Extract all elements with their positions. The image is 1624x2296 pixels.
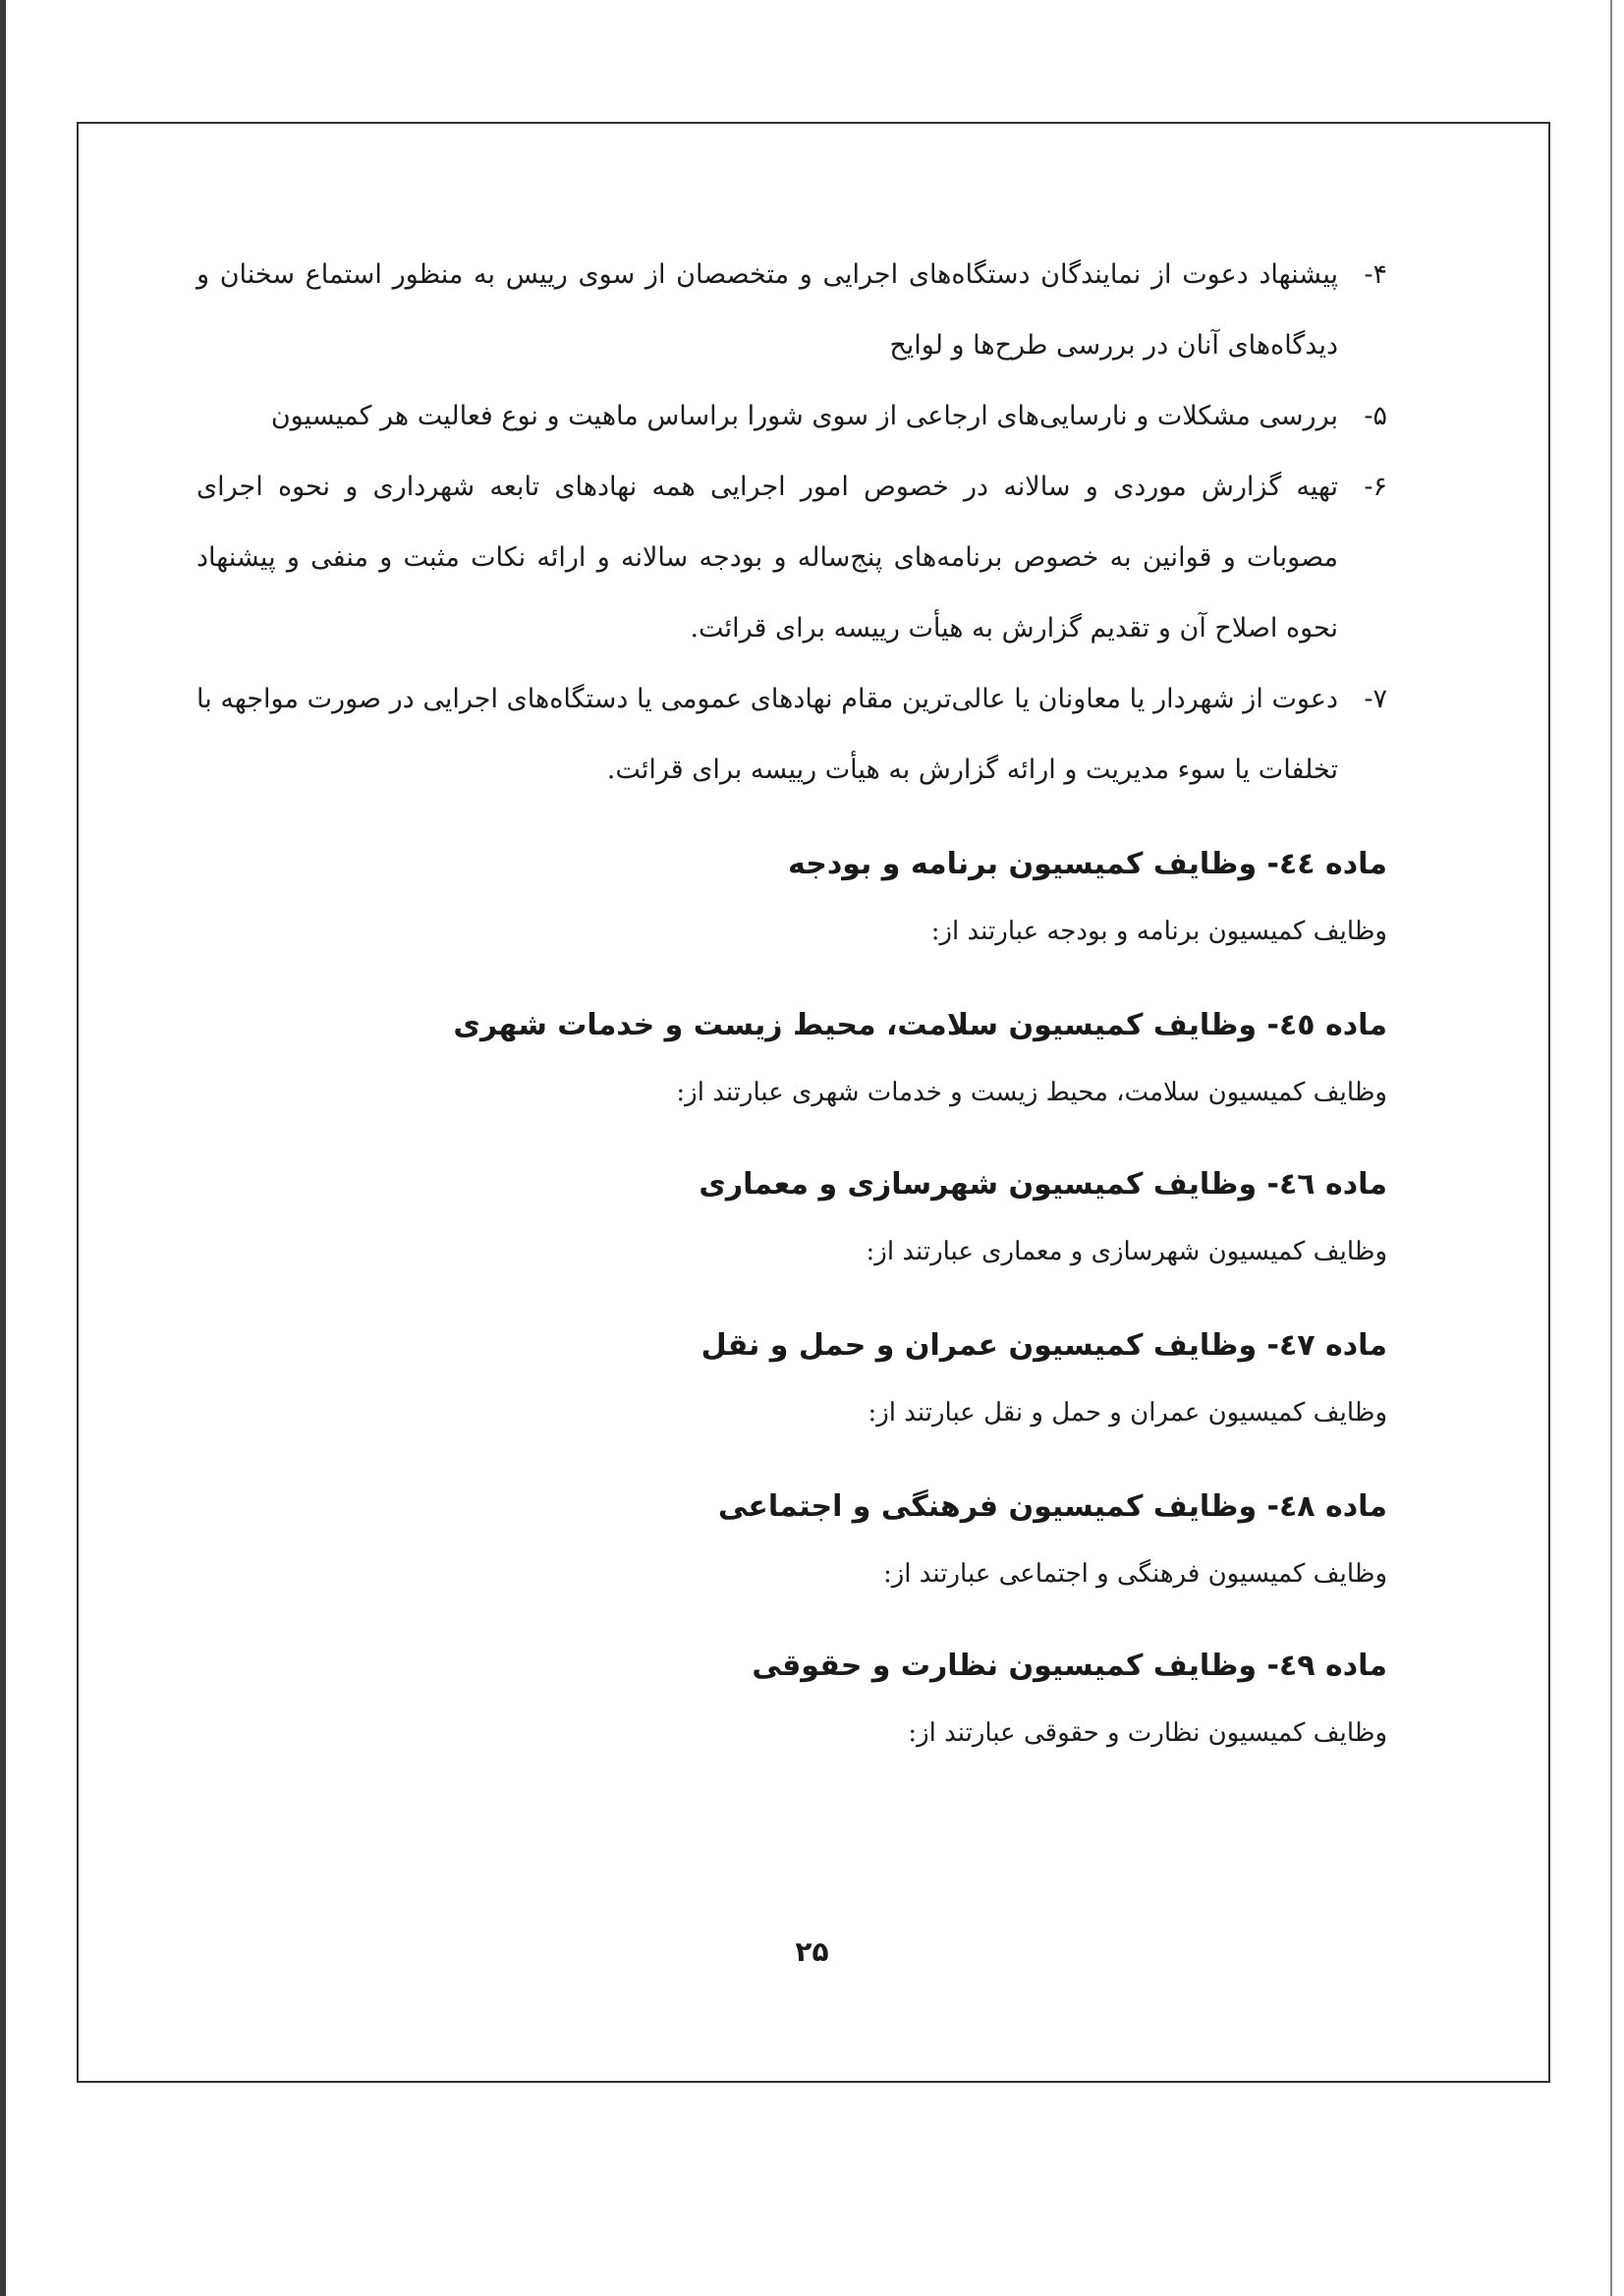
article-intro: وظایف کمیسیون فرهنگی و اجتماعی عبارتند از: [882,1559,1387,1589]
article-48 [196,1485,1387,1594]
article-title: ماده ٤٤- وظایف کمیسیون برنامه و بودجه [788,847,1387,881]
article-title: ماده ٤٨- وظایف کمیسیون فرهنگی و اجتماعی [717,1489,1387,1524]
article-45 [196,1004,1387,1112]
list-item-7 [196,664,1387,806]
item-number: ۵- [1364,401,1387,431]
list-item-6 [196,452,1387,664]
item-text: دعوت از شهردار یا معاونان یا عالی‌ترین مقام نهادهای عمومی یا دستگاه‌های اجرایی در صورت مواجهه با تخلفات یا سوء مدیریت و ارائه گزارش به هیأت رییسه برای قرائت. [196,684,1338,785]
article-intro: وظایف کمیسیون شهرسازی و معماری عبارتند از: [866,1237,1387,1266]
article-44 [196,843,1387,951]
item-text: پیشنهاد دعوت از نمایندگان دستگاه‌های اجرایی و متخصصان از سوی رییس به منظور استماع سخنان و دیدگاه‌های آنان در بررسی طرح‌ها و لوایح [196,259,1338,361]
article-47 [196,1324,1387,1432]
item-text: بررسی مشکلات و نارسایی‌های ارجاعی از سوی شورا براساس ماهیت و نوع فعالیت هر کمیسیون [270,401,1338,431]
list-item-5 [196,381,1387,452]
article-title: ماده ٤٩- وظایف کمیسیون نظارت و حقوقی [752,1649,1387,1683]
item-text: تهیه گزارش موردی و سالانه در خصوص امور اجرایی همه نهادهای تابعه شهرداری و نحوه اجرای مصوبات و قوانین به خصوص برنامه‌های پنج‌ساله و بودجه سالانه و ارائه نکات مثبت و منفی و پیشنهاد نحوه اصلاح آن و تقدیم گزارش به هیأت رییسه برای قرائت. [196,472,1338,644]
list-item-4 [196,240,1387,381]
article-title: ماده ٤٥- وظایف کمیسیون سلامت، محیط زیست و خدمات شهری [453,1008,1387,1042]
article-intro: وظایف کمیسیون نظارت و حقوقی عبارتند از: [908,1718,1387,1748]
item-number: ۶- [1364,472,1387,502]
article-49 [196,1645,1387,1753]
item-number: ۷- [1364,684,1387,714]
article-title: ماده ٤٧- وظایف کمیسیون عمران و حمل و نقل [700,1328,1387,1363]
article-intro: وظایف کمیسیون سلامت، محیط زیست و خدمات شهری عبارتند از: [676,1078,1387,1107]
page-number: ۲۵ [795,1935,829,1968]
article-intro: وظایف کمیسیون عمران و حمل و نقل عبارتند از: [868,1398,1387,1428]
article-intro: وظایف کمیسیون برنامه و بودجه عبارتند از: [930,917,1387,946]
article-title: ماده ٤٦- وظایف کمیسیون شهرسازی و معماری [699,1167,1387,1202]
document-body [196,240,1387,1812]
item-number: ۴- [1364,259,1387,290]
article-46 [196,1163,1387,1271]
